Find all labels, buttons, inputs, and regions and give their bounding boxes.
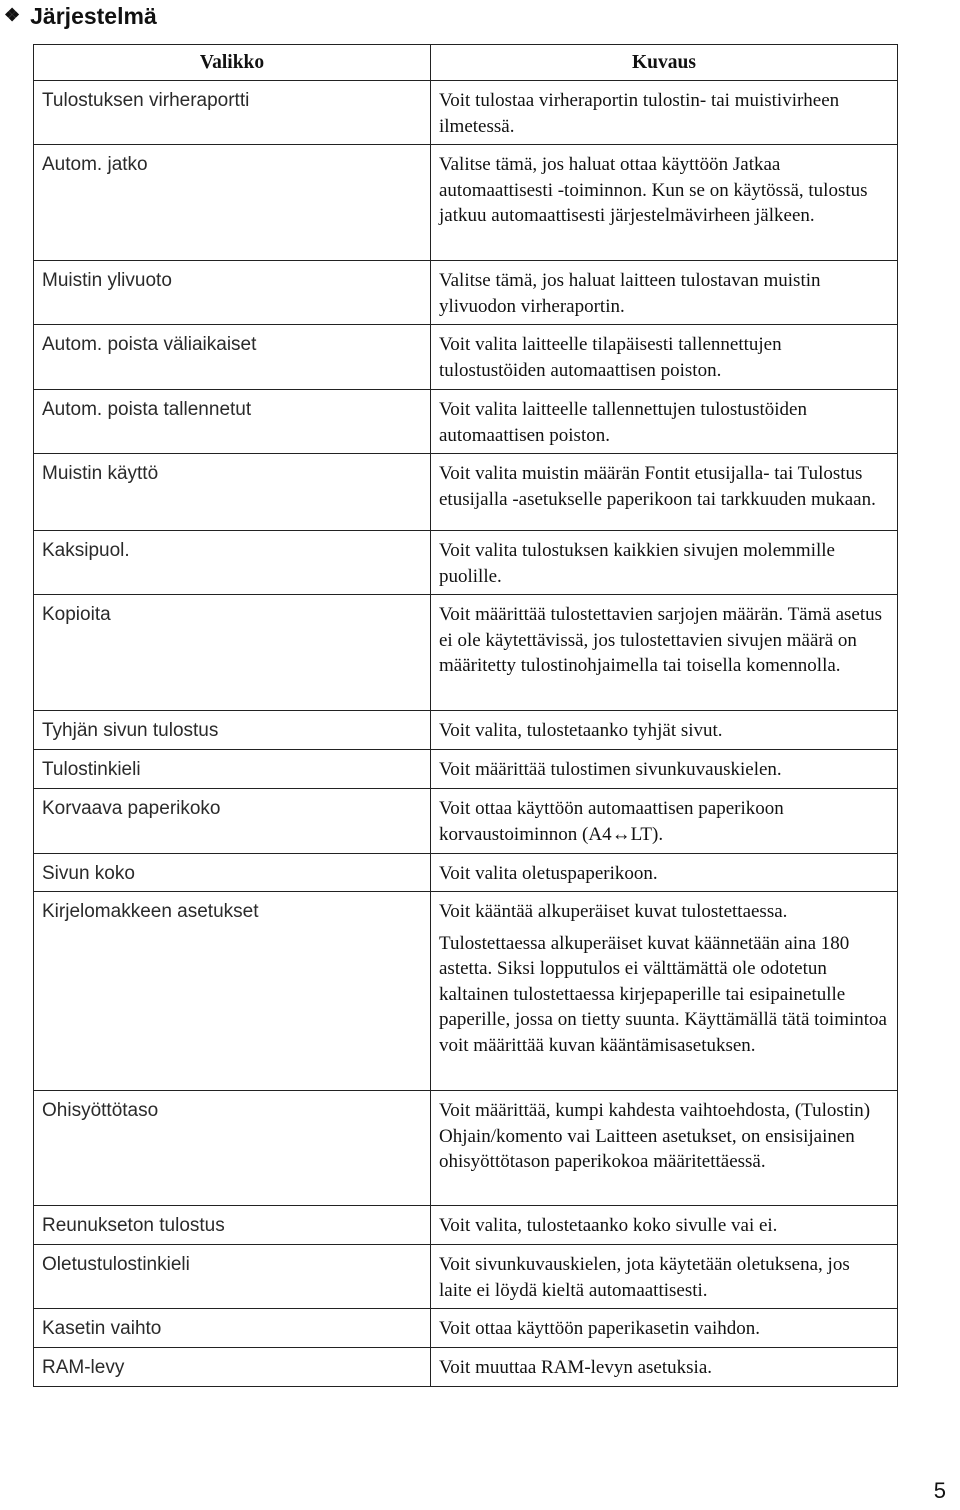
description-cell xyxy=(431,81,898,145)
menu-item-cell: Ohisyöttötaso xyxy=(34,1091,431,1206)
table-body xyxy=(34,81,898,1387)
description-cell xyxy=(431,1206,898,1245)
menu-item-cell: Tulostuksen virheraportti xyxy=(34,81,431,145)
description-paragraph: Voit valita, tulostetaanko koko sivulle vai ei. xyxy=(439,1215,778,1236)
description-cell xyxy=(431,1091,898,1206)
description-cell xyxy=(431,711,898,750)
description-paragraph: Tulostettaessa alkuperäiset kuvat käännetään aina 180 astetta. Siksi lopputulos ei välttämättä ole odotetun kaltainen tulostettaessa kirjepaperille tai esipainetulle paperille, jossa on tietty suunta. Käyttämällä tätä toimintoa voit määrittää kuvan kääntämisasetuksen. xyxy=(439,932,887,1056)
description-paragraph: Voit ottaa käyttöön paperikasetin vaihdon. xyxy=(439,1318,760,1339)
description-cell xyxy=(431,1245,898,1309)
table-row xyxy=(34,854,898,892)
description-paragraph: Voit valita oletuspaperikoon. xyxy=(439,863,658,884)
description-cell xyxy=(431,789,898,854)
description-cell xyxy=(431,892,898,1091)
description-paragraph: Voit valita tulostuksen kaikkien sivujen molemmille puolille. xyxy=(439,540,835,587)
menu-item-cell: Kasetin vaihto xyxy=(34,1309,431,1348)
description-paragraph: Voit tulostaa virheraportin tulostin- tai muistivirheen ilmetessä. xyxy=(439,90,840,137)
menu-item-cell: Tyhjän sivun tulostus xyxy=(34,711,431,750)
diamond-bullet-icon: ❖ xyxy=(4,4,21,25)
table-row xyxy=(34,261,898,325)
table-row xyxy=(34,325,898,390)
description-cell xyxy=(431,854,898,892)
menu-item-cell: Kopioita xyxy=(34,595,431,711)
description-cell xyxy=(431,145,898,261)
menu-item-cell: Autom. poista väliaikaiset xyxy=(34,325,431,390)
table-row xyxy=(34,1309,898,1348)
system-menu-table xyxy=(33,44,898,1387)
table-row xyxy=(34,390,898,454)
description-cell xyxy=(431,261,898,325)
description-paragraph: Voit valita laitteelle tilapäisesti tallennettujen tulostustöiden automaattisen poiston. xyxy=(439,334,782,381)
menu-item-cell: Sivun koko xyxy=(34,854,431,892)
column-header-description: Kuvaus xyxy=(431,45,898,81)
description-paragraph: Voit määrittää tulostettavien sarjojen määrän. Tämä asetus ei ole käytettävissä, jos tulostettavien sivujen määrä on määritetty tulostinohjaimella tai toisella komennolla. xyxy=(439,604,883,676)
table-row xyxy=(34,531,898,595)
table-row xyxy=(34,595,898,711)
section-header xyxy=(4,2,157,30)
menu-item-cell: Autom. jatko xyxy=(34,145,431,261)
section-title: Järjestelmä xyxy=(30,2,157,29)
description-paragraph: Valitse tämä, jos haluat ottaa käyttöön Jatkaa automaattisesti -toiminnon. Kun se on käytössä, tulostus jatkuu automaattisesti järjestelmävirheen jälkeen. xyxy=(439,154,868,226)
menu-item-cell: Muistin ylivuoto xyxy=(34,261,431,325)
description-cell xyxy=(431,325,898,390)
description-paragraph: Voit sivunkuvauskielen, jota käytetään oletuksena, jos laite ei löydä kieltä automaattisesti. xyxy=(439,1254,850,1301)
table-row xyxy=(34,789,898,854)
table-row xyxy=(34,1348,898,1387)
table-row xyxy=(34,1206,898,1245)
description-cell xyxy=(431,750,898,789)
description-paragraph: Voit kääntää alkuperäiset kuvat tulostettaessa. xyxy=(439,901,788,922)
table-header-row xyxy=(34,45,898,81)
table-row xyxy=(34,892,898,1091)
description-cell xyxy=(431,595,898,711)
description-cell xyxy=(431,454,898,531)
description-paragraph: Voit valita, tulostetaanko tyhjät sivut. xyxy=(439,720,723,741)
description-paragraph: Voit valita laitteelle tallennettujen tulostustöiden automaattisen poiston. xyxy=(439,399,807,446)
table-row xyxy=(34,750,898,789)
menu-item-cell: Korvaava paperikoko xyxy=(34,789,431,854)
table-row xyxy=(34,454,898,531)
table-row xyxy=(34,711,898,750)
description-paragraph: Voit määrittää, kumpi kahdesta vaihtoehdosta, (Tulostin) Ohjain/komento vai Laitteen asetukset, on ensisijainen ohisyöttötason paperikokoa määritettäessä. xyxy=(439,1100,871,1172)
menu-item-cell: RAM-levy xyxy=(34,1348,431,1387)
menu-item-cell: Muistin käyttö xyxy=(34,454,431,531)
description-cell xyxy=(431,1348,898,1387)
description-paragraph: Voit muuttaa RAM-levyn asetuksia. xyxy=(439,1357,713,1378)
page-number: 5 xyxy=(933,1478,946,1503)
table-row xyxy=(34,1091,898,1206)
column-header-menu: Valikko xyxy=(34,45,431,81)
description-paragraph: Voit valita muistin määrän Fontit etusijalla- tai Tulostus etusijalla -asetukselle paperikoon tai tarkkuuden mukaan. xyxy=(439,463,876,510)
menu-item-cell: Autom. poista tallennetut xyxy=(34,390,431,454)
menu-item-cell: Oletustulostinkieli xyxy=(34,1245,431,1309)
description-cell xyxy=(431,390,898,454)
menu-item-cell: Reunukseton tulostus xyxy=(34,1206,431,1245)
description-paragraph: Voit määrittää tulostimen sivunkuvauskielen. xyxy=(439,759,782,780)
table-row xyxy=(34,81,898,145)
description-paragraph: Valitse tämä, jos haluat laitteen tulostavan muistin ylivuodon virheraportin. xyxy=(439,270,821,317)
description-cell xyxy=(431,531,898,595)
table-row xyxy=(34,1245,898,1309)
description-paragraph: Voit ottaa käyttöön automaattisen paperikoon korvaustoiminnon (A4↔LT). xyxy=(439,798,784,845)
description-cell xyxy=(431,1309,898,1348)
table-row xyxy=(34,145,898,261)
menu-item-cell: Tulostinkieli xyxy=(34,750,431,789)
menu-item-cell: Kaksipuol. xyxy=(34,531,431,595)
menu-item-cell: Kirjelomakkeen asetukset xyxy=(34,892,431,1091)
